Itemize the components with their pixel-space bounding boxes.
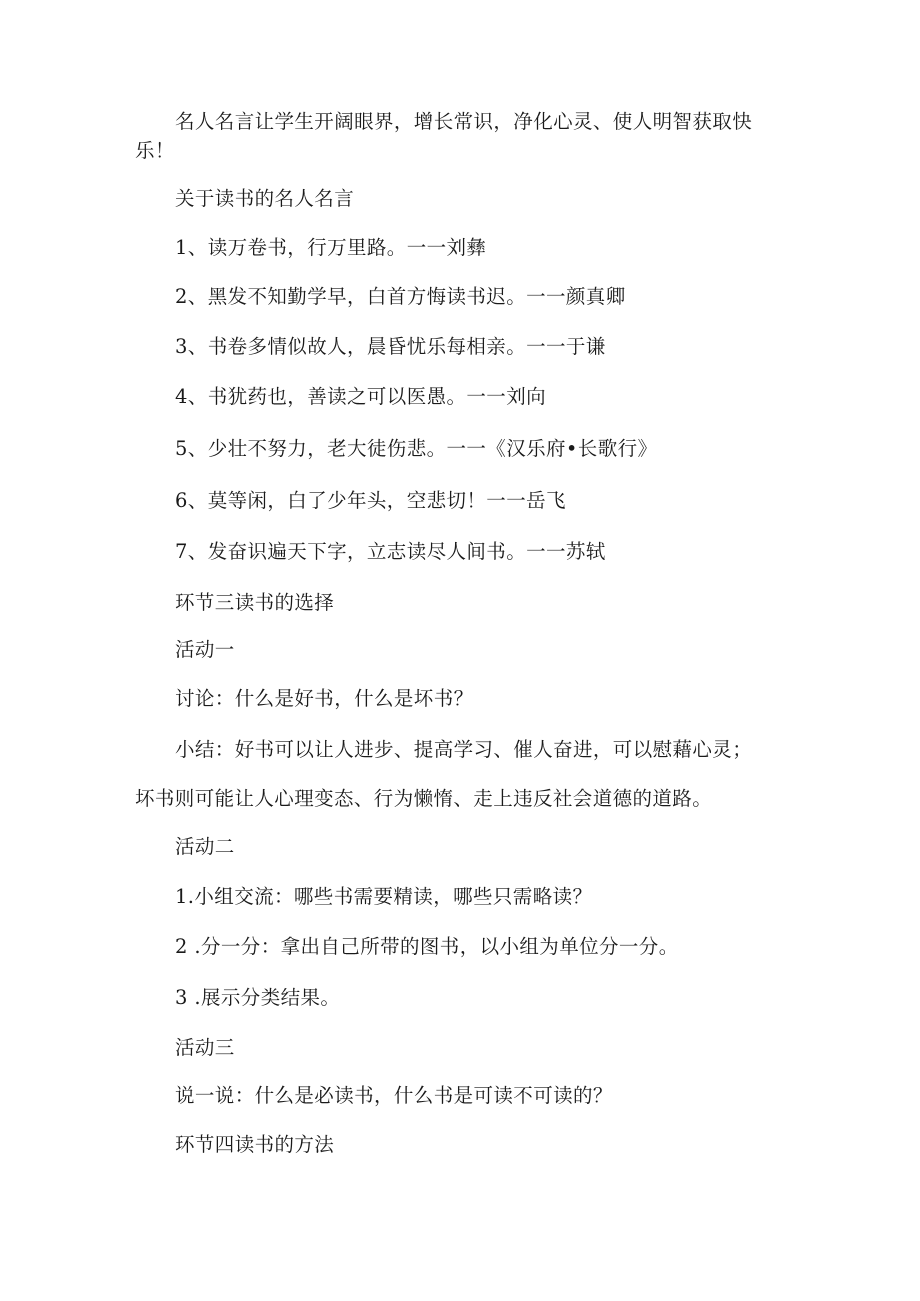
section-heading-quotes: 关于读书的名人名言 — [175, 187, 355, 210]
section-heading-methods: 环节四读书的方法 — [175, 1133, 335, 1156]
quote-item-7: 7、发奋识遍天下字，立志读尽人间书。一一苏轼 — [175, 540, 606, 563]
discussion-question: 讨论：什么是好书，什么是坏书？ — [175, 687, 474, 710]
summary-line-1: 小结：好书可以让人进步、提高学习、催人奋进，可以慰藉心灵； — [175, 738, 753, 761]
activity-3-heading: 活动三 — [175, 1036, 235, 1059]
activity-1-heading: 活动一 — [175, 638, 235, 661]
summary-line-2: 坏书则可能让人心理变态、行为懒惰、走上违反社会道德的道路。 — [135, 787, 713, 810]
section-heading-selection: 环节三读书的选择 — [175, 591, 335, 614]
intro-paragraph-line-1: 名人名言让学生开阔眼界，增长常识，净化心灵、使人明智获取快 — [175, 110, 753, 133]
activity-2-step-1: 1.小组交流：哪些书需要精读，哪些只需略读？ — [175, 885, 593, 908]
quote-item-4: 4、书犹药也，善读之可以医愚。一一刘向 — [175, 385, 547, 408]
activity-2-step-2: 2 .分一分：拿出自己所带的图书，以小组为单位分一分。 — [175, 935, 679, 958]
activity-3-question: 说一说：什么是必读书，什么书是可读不可读的？ — [175, 1084, 613, 1107]
activity-2-heading: 活动二 — [175, 835, 235, 858]
activity-2-step-3: 3 .展示分类结果。 — [175, 986, 341, 1009]
quote-item-3: 3、书卷多情似故人，晨昏忧乐每相亲。一一于谦 — [175, 335, 606, 358]
quote-item-6: 6、莫等闲，白了少年头，空悲切！一一岳飞 — [175, 489, 566, 512]
quote-item-2: 2、黑发不知勤学早，白首方悔读书迟。一一颜真卿 — [175, 285, 626, 308]
intro-paragraph-line-2: 乐！ — [135, 139, 175, 162]
quote-item-5: 5、少壮不努力，老大徒伤悲。一一《汉乐府•长歌行》 — [175, 437, 658, 460]
quote-item-1: 1、读万卷书，行万里路。一一刘彝 — [175, 236, 487, 259]
